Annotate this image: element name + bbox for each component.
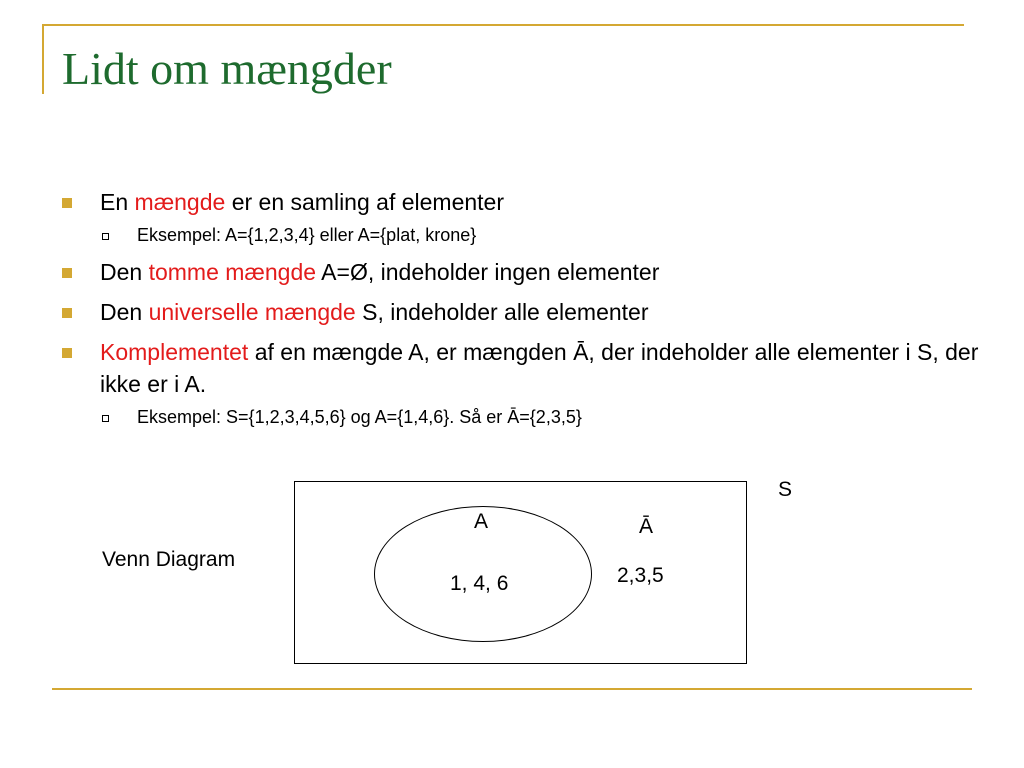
highlight-term: mængde [134, 189, 226, 215]
sub-bullet-item-example-1: Eksempel: A={1,2,3,4} eller A={plat, krone} [62, 222, 982, 248]
bullet-item-universelle-mængde: Den universelle mængde S, indeholder alle elementer [62, 296, 982, 328]
slide-title: Lidt om mængder [62, 43, 392, 94]
set-a-elements: 1, 4, 6 [450, 572, 509, 595]
frame-bottom-line [52, 688, 972, 690]
sub-bullet-item-example-2: Eksempel: S={1,2,3,4,5,6} og A={1,4,6}. Så er Ā={2,3,5} [62, 404, 982, 430]
bullet-item-komplementet: Komplementet af en mængde A, er mængden Ā, der indeholder alle elementer i S, der ikke er i A. [62, 336, 982, 400]
square-bullet-icon [62, 348, 72, 358]
frame-left-line [42, 24, 44, 94]
set-a-label: A [474, 510, 489, 533]
highlight-term: tomme mængde [148, 259, 317, 285]
universe-label: S [778, 478, 793, 501]
frame-top-line [42, 24, 964, 26]
bullet-item-mængde: En mængde er en samling af elementer [62, 186, 982, 218]
bullet-list [62, 186, 982, 438]
venn-diagram-label: Venn Diagram [102, 548, 236, 571]
highlight-term: Komplementet [100, 339, 249, 365]
hollow-square-bullet-icon [102, 415, 109, 422]
highlight-term: universelle mængde [148, 299, 356, 325]
hollow-square-bullet-icon [102, 233, 109, 240]
complement-label: Ā [639, 515, 654, 538]
square-bullet-icon [62, 198, 72, 208]
bullet-item-tomme-mængde: Den tomme mængde A=Ø, indeholder ingen elementer [62, 256, 982, 288]
square-bullet-icon [62, 308, 72, 318]
square-bullet-icon [62, 268, 72, 278]
complement-elements: 2,3,5 [617, 564, 664, 587]
